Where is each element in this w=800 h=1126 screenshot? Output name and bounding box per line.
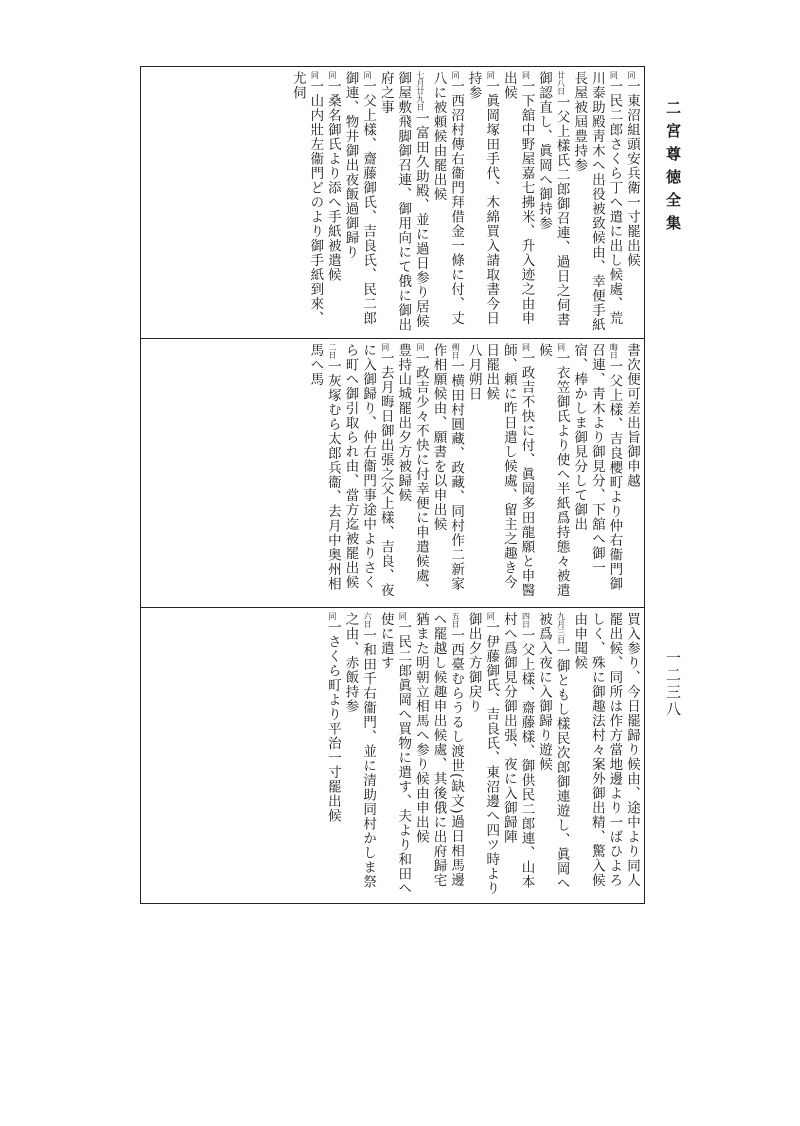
entry-date: 同 — [363, 71, 373, 79]
diary-entry — [288, 71, 323, 333]
diary-entry — [534, 612, 569, 897]
entry-text: 一父上樣、吉良櫻町より仲右衞門御召連、靑木より御見分、下舘へ御一宿、棒かしま御見分して御出 — [571, 343, 623, 591]
entry-text: 一和田千右衞門、並に清助同村かしま祭之由、赤飯持参 — [342, 612, 377, 889]
entry-text: 一父上樣氏二郎御召連、過日之伺書御認直し、眞岡へ御持参 — [536, 71, 570, 327]
diary-entry — [499, 612, 534, 897]
diary-entry — [323, 71, 341, 333]
entry-date: 二日 — [327, 343, 337, 359]
entry-date: 同 — [521, 71, 531, 79]
diary-entry — [622, 343, 640, 601]
diary-entry — [341, 612, 376, 897]
entry-date: 同 — [451, 71, 461, 79]
entry-text: 一政吉少々不快に付幸便に申遣候處、豊持山城罷出夕方被歸候 — [395, 343, 429, 598]
entry-date: 同 — [627, 71, 636, 79]
entry-date: 同 — [398, 612, 408, 620]
diary-entry — [464, 612, 499, 897]
entry-text: 一桑名御氏より添へ手紙被遣候 — [324, 79, 341, 282]
diary-entry — [622, 71, 640, 333]
tier-3 — [147, 612, 640, 897]
diary-entry — [464, 343, 482, 601]
entry-date: 四日 — [521, 612, 531, 628]
diary-entry — [429, 71, 464, 333]
diary-entry — [376, 612, 411, 897]
entry-text: 一政吉不快に付、眞岡多田龍願と申醫師、頼に昨日遣し候處、留主之趣き今日罷出候 — [483, 343, 535, 598]
diary-entry — [534, 71, 569, 333]
tier-divider-1 — [141, 338, 644, 339]
text-frame — [140, 66, 645, 904]
entry-text: 一西臺むらうるし渡世(缺文)過日相馬邊へ罷越し候趣申出候處、其後俄に出府歸宅猶また明朝立相馬へ参り候由申出候 — [412, 612, 465, 888]
entry-text: 書次便可差出旨御申越 — [624, 343, 640, 488]
entry-text: 一民二郎眞岡へ買物に遣す、夫より和田へ使に遣す — [377, 612, 412, 896]
entry-date: 廿八日 — [556, 71, 566, 95]
entry-text: 一衣笠御氏より使へ半紙爲持態々被遣候 — [536, 343, 570, 598]
diary-entry — [341, 71, 376, 333]
diary-entry — [323, 612, 341, 897]
diary-entry — [570, 612, 640, 897]
diary-entry — [482, 343, 535, 601]
entry-date: 七月廿九日 — [415, 71, 425, 111]
diary-entry — [341, 343, 394, 601]
entry-text: 一民二郎さくら丁へ遣に出し候處、荒川泰助殿靑木へ出役被致候由、幸便手紙長屋被屆豊持参 — [571, 71, 623, 332]
entry-date: 同 — [327, 71, 337, 79]
diary-entry — [429, 343, 464, 601]
entry-text: 一父上樣、齋藤御氏、吉良氏、民二郎御連、物井御出夜飯過御歸り — [342, 71, 377, 326]
book-title: 二宮尊徳全集 — [664, 100, 682, 238]
entry-text: 買入参り、今日罷歸り候由、途中より同人罷出候、同所は作方當地邊より一ばひよろしく、殊に御趣法村々案外御出精、驚入候由申聞候 — [571, 612, 640, 888]
diary-entry — [411, 612, 464, 897]
diary-entry — [499, 71, 534, 333]
diary-entry — [394, 343, 429, 601]
diary-entry — [534, 343, 569, 601]
entry-text: 一山内壯左衞門どのより御手紙到來、尤伺 — [289, 71, 324, 326]
entry-text: 一横田村圓藏、政藏、同村作二新家作相願候由、願書を以申出候 — [430, 343, 465, 591]
entry-date: 同 — [310, 71, 320, 79]
diary-entry — [464, 71, 499, 333]
entry-text: 一さくら町より平治一寸罷出候 — [324, 620, 341, 823]
entry-date: 同 — [380, 343, 390, 351]
entry-text: 一東沼組頭安兵衛一寸罷出候 — [624, 79, 640, 268]
diary-entry — [570, 71, 623, 333]
tier-2 — [147, 343, 640, 601]
entry-date: 朔日 — [451, 343, 461, 359]
entry-text: 一眞岡塚田手代、木綿買入請取書今日持参 — [465, 71, 500, 326]
diary-entry — [306, 343, 341, 601]
entry-date: 同 — [556, 343, 566, 351]
tier-divider-2 — [141, 607, 644, 608]
entry-text: 一去月晦日御出張之父上樣、吉良、夜に入御歸り、仲右衞門事途中よりさくら町へ御引取られ由、當方迄被罷出候 — [342, 343, 394, 598]
diary-entry — [376, 71, 429, 333]
entry-text: 一灰塚むら太郎兵衞、去月中奥州相馬へ馬 — [307, 343, 341, 591]
entry-date: 九月三日 — [556, 612, 566, 644]
entry-date: 同 — [327, 612, 337, 620]
entry-date: 同 — [609, 71, 619, 79]
entry-text: 一伊藤御氏、吉良氏、東沼邊へ四ツ時より御出夕方御戻り — [465, 612, 500, 896]
entry-text: 一父上樣、齋藤樣、御供民二郎連、山本村へ爲御見分御出張、夜に入御歸陣 — [500, 612, 535, 889]
entry-date: 同 — [521, 343, 531, 351]
entry-date: 同 — [415, 343, 425, 351]
entry-text: 一御ともし樣民次郎御連遊し、眞岡へ被爲入夜に入御歸り遊候 — [536, 612, 570, 891]
entry-text: 一西沼村傳右衞門拜借金一條に付、丈八に被頼候由罷出候 — [430, 71, 465, 326]
entry-date: 五日 — [451, 612, 461, 628]
diary-entry — [570, 343, 623, 601]
tier-1 — [147, 71, 640, 333]
entry-text: 一富田久助殿、並に過日参り居候御屋敷飛脚御召連、御用向にて俄に御出府之事 — [377, 71, 429, 332]
entry-date: 同 — [486, 612, 496, 620]
page-number: 一二三八 — [664, 650, 682, 718]
entry-date: 六日 — [363, 612, 373, 628]
entry-text: 八月朔日 — [465, 343, 482, 401]
entry-text: 一下舘中野屋嘉七拂米、升入迹之由申出候 — [500, 71, 535, 326]
entry-date: 晦日 — [609, 343, 619, 359]
entry-date: 同 — [486, 71, 496, 79]
